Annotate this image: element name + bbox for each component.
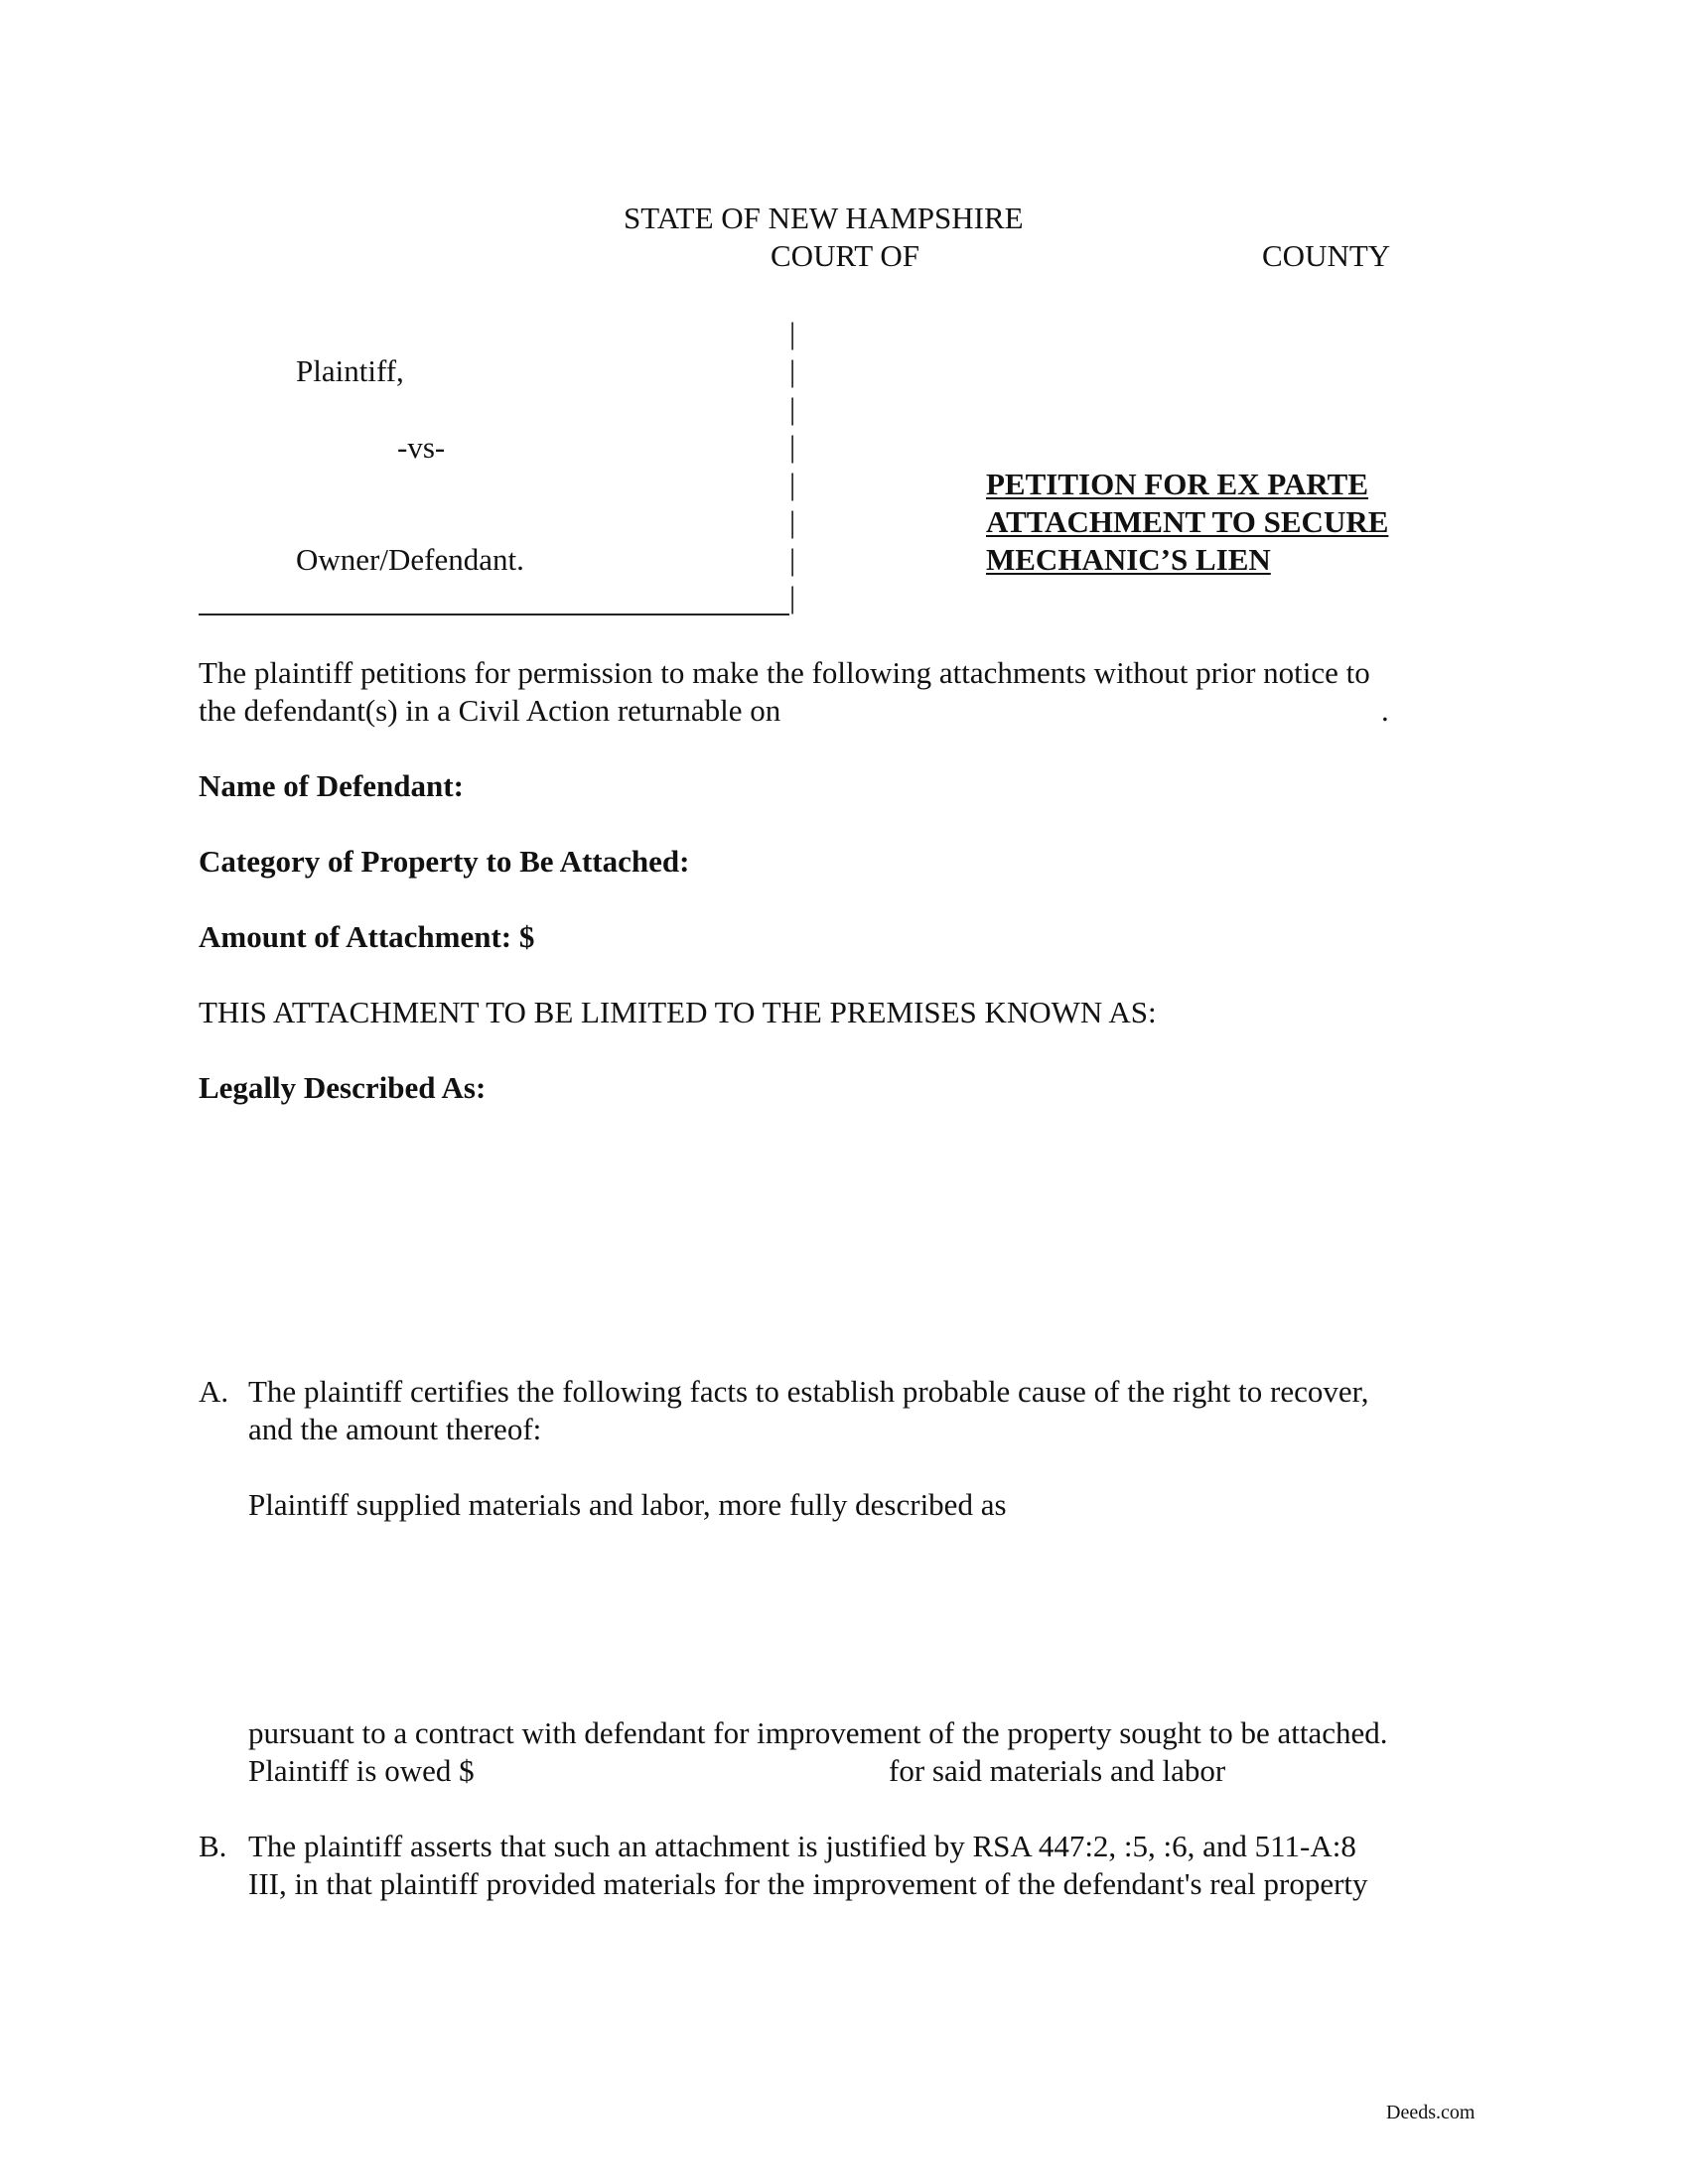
intro-period: . (1381, 693, 1389, 728)
attachment-amount-label: Amount of Attachment: $ (199, 919, 535, 954)
amount-owed-tail: for said materials and labor (889, 1753, 1226, 1788)
property-category-label: Category of Property to Be Attached: (199, 844, 690, 879)
plaintiff-label: Plaintiff, (296, 353, 404, 388)
intro-line: The plaintiff petitions for permission to make the following attachments without prior notice to (199, 655, 1370, 690)
premises-statement: THIS ATTACHMENT TO BE LIMITED TO THE PREMISES KNOWN AS: (199, 995, 1157, 1029)
legal-description-label: Legally Described As: (199, 1070, 487, 1105)
divider-bar: | (789, 467, 796, 501)
petition-title-line: MECHANIC’S LIEN (986, 542, 1271, 577)
court-of-label: COURT OF (771, 238, 920, 273)
section-b-marker: B. (199, 1829, 227, 1863)
defendant-label: Owner/Defendant. (296, 542, 524, 577)
contract-statement: pursuant to a contract with defendant for improvement of the property sought to be attached. (248, 1715, 1388, 1750)
section-b-line: III, in that plaintiff provided materials for the improvement of the defendant's real property (248, 1866, 1368, 1901)
section-a-line: The plaintiff certifies the following facts to establish probable cause of the right to recover, (248, 1374, 1369, 1409)
caption-underline (199, 614, 789, 615)
footer-brand: Deeds.com (1386, 2102, 1476, 2123)
vs-label: -vs- (397, 430, 446, 465)
materials-statement: Plaintiff supplied materials and labor, more fully described as (248, 1487, 1007, 1522)
intro-line: the defendant(s) in a Civil Action returnable on (199, 693, 781, 728)
divider-bar: | (789, 391, 796, 426)
county-label: COUNTY (1262, 238, 1391, 273)
section-a-line: and the amount thereof: (248, 1412, 542, 1446)
petition-title-line: PETITION FOR EX PARTE (986, 467, 1369, 501)
petition-title-line: ATTACHMENT TO SECURE (986, 504, 1389, 539)
defendant-name-label: Name of Defendant: (199, 768, 464, 803)
amount-owed-label: Plaintiff is owed $ (248, 1753, 475, 1788)
divider-bar: | (789, 353, 796, 388)
divider-bar: | (789, 542, 796, 577)
section-a-marker: A. (199, 1374, 229, 1409)
divider-bar: | (789, 316, 796, 350)
section-b-line: The plaintiff asserts that such an attachment is justified by RSA 447:2, :5, :6, and 511-A:8 (248, 1829, 1356, 1863)
state-heading: STATE OF NEW HAMPSHIRE (624, 201, 1024, 235)
divider-bar: | (789, 504, 796, 539)
divider-bar: | (789, 429, 796, 464)
divider-bar: | (789, 580, 796, 614)
